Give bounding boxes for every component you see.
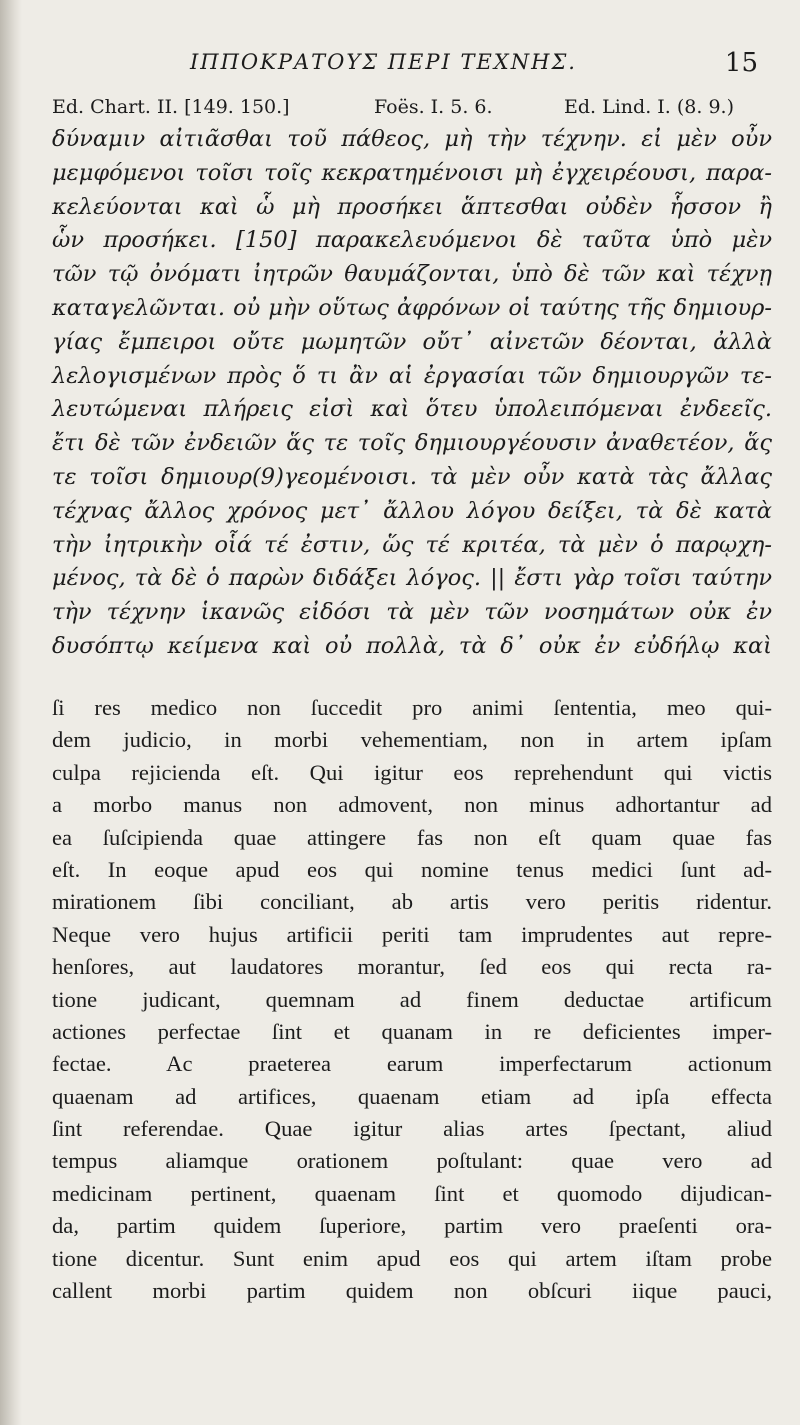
greek-line: κελεύονται καὶ ὧ μὴ προσήκει ἅπτεσθαι οὐδὲν ἧσσον ἢ xyxy=(52,193,772,220)
latin-line: henſores, aut laudatores morantur, ſed eos qui recta ra- xyxy=(52,954,772,980)
latin-line: quaenam ad artifices, quaenam etiam ad ipſa effecta xyxy=(52,1083,772,1109)
latin-line: ſi res medico non ſuccedit pro animi ſententia, meo qui- xyxy=(52,695,772,720)
edition-ref-foes: Foës. I. 5. 6. xyxy=(374,96,493,118)
greek-line: καταγελῶνται. οὐ μὴν οὕτως ἀφρόνων οἱ ταύτης τῆς δημιουρ- xyxy=(52,294,772,321)
latin-line: medicinam pertinent, quaenam ſint et quomodo dijudican- xyxy=(52,1180,772,1206)
latin-line: a morbo manus non admovent, non minus adhortantur ad xyxy=(52,792,772,818)
latin-line: eſt. In eoque apud eos qui nomine tenus medici ſunt ad- xyxy=(52,856,772,882)
running-head xyxy=(60,48,760,88)
latin-line: da, partim quidem ſuperiore, partim vero praeſenti ora- xyxy=(52,1213,772,1239)
greek-line: δυσόπτῳ κείμενα καὶ οὐ πολλὰ, τὰ δ᾽ οὐκ ἐν εὐδήλῳ καὶ xyxy=(52,632,772,659)
latin-line: tione judicant, quemnam ad finem deductae artificum xyxy=(52,986,772,1012)
greek-line: τὴν ἰητρικὴν οἷά τέ ἐστιν, ὥς τέ κριτέα, τὰ μὲν ὁ παρῳχη- xyxy=(52,531,772,558)
greek-line: τέχνας ἄλλος χρόνος μετ᾽ ἄλλου λόγου δείξει, τὰ δὲ κατὰ xyxy=(52,497,772,524)
latin-line: mirationem ſibi conciliant, ab artis vero peritis ridentur. xyxy=(52,889,772,915)
page-gutter-shadow xyxy=(0,0,22,1425)
greek-line: λελογισμένων πρὸς ὅ τι ἂν αἱ ἐργασίαι τῶν δημιουργῶν τε- xyxy=(52,362,772,389)
greek-line: μένος, τὰ δὲ ὁ παρὼν διδάξει λόγος. || ἔστι γὰρ τοῖσι ταύτην xyxy=(52,565,772,592)
greek-text-block xyxy=(52,123,772,664)
edition-ref-linden: Ed. Lind. I. (8. 9.) xyxy=(564,96,734,118)
latin-line: Neque vero hujus artificii periti tam imprudentes aut repre- xyxy=(52,921,772,947)
edition-references xyxy=(52,96,772,124)
latin-line: ea ſuſcipienda quae attingere fas non eſt quam quae fas xyxy=(52,824,772,850)
greek-line: ὧν προσήκει. [150] παρακελευόμενοι δὲ ταῦτα ὑπὸ μὲν xyxy=(52,227,772,254)
latin-line: actiones perfectae ſint et quanam in re deficientes imper- xyxy=(52,1018,772,1044)
latin-line: fectae. Ac praeterea earum imperfectarum actionum xyxy=(52,1051,772,1077)
greek-line: τῶν τῷ ὀνόματι ἰητρῶν θαυμάζονται, ὑπὸ δὲ τῶν καὶ τέχνῃ xyxy=(52,261,772,288)
greek-line: μεμφόμενοι τοῖσι τοῖς κεκρατημένοισι μὴ ἐγχειρέουσι, παρα- xyxy=(52,159,772,186)
latin-line: callent morbi partim quidem non obſcuri iique pauci, xyxy=(52,1278,772,1304)
greek-line: λευτώμεναι πλήρεις εἰσὶ καὶ ὅτευ ὑπολειπόμεναι ἐνδεεῖς. xyxy=(52,396,772,423)
greek-line: γίας ἔμπειροι οὔτε μωμητῶν οὔτ᾽ αἰνετῶν δέονται, ἀλλὰ xyxy=(52,328,772,355)
latin-line: dem judicio, in morbi vehementiam, non in artem ipſam xyxy=(52,727,772,753)
greek-line: τὴν τέχνην ἱκανῶς εἰδόσι τὰ μὲν τῶν νοσημάτων οὐκ ἐν xyxy=(52,599,772,626)
greek-line: ἔτι δὲ τῶν ἐνδειῶν ἅς τε τοῖς δημιουργέουσιν ἀναθετέον, ἅς xyxy=(52,430,772,457)
latin-line: ſint referendae. Quae igitur alias artes ſpectant, aliud xyxy=(52,1116,772,1142)
latin-line: tempus aliamque orationem poſtulant: quae vero ad xyxy=(52,1148,772,1174)
latin-line: tione dicentur. Sunt enim apud eos qui artem iſtam probe xyxy=(52,1245,772,1271)
running-title: ΙΠΠΟΚΡΑΤΟΥΣ ΠΕΡΙ ΤΕΧΝΗΣ. xyxy=(190,50,577,74)
edition-ref-chartier: Ed. Chart. II. [149. 150.] xyxy=(52,96,290,118)
page-number: 15 xyxy=(724,48,758,78)
greek-line: δύναμιν αἰτιᾶσθαι τοῦ πάθεος, μὴ τὴν τέχνην. εἰ μὲν οὖν xyxy=(52,126,772,152)
greek-line: τε τοῖσι δημιουρ(9)γεομένοισι. τὰ μὲν οὖν κατὰ τὰς ἄλλας xyxy=(52,463,772,490)
latin-translation-block xyxy=(52,692,772,1307)
latin-line: culpa rejicienda eſt. Qui igitur eos reprehendunt qui victis xyxy=(52,759,772,785)
